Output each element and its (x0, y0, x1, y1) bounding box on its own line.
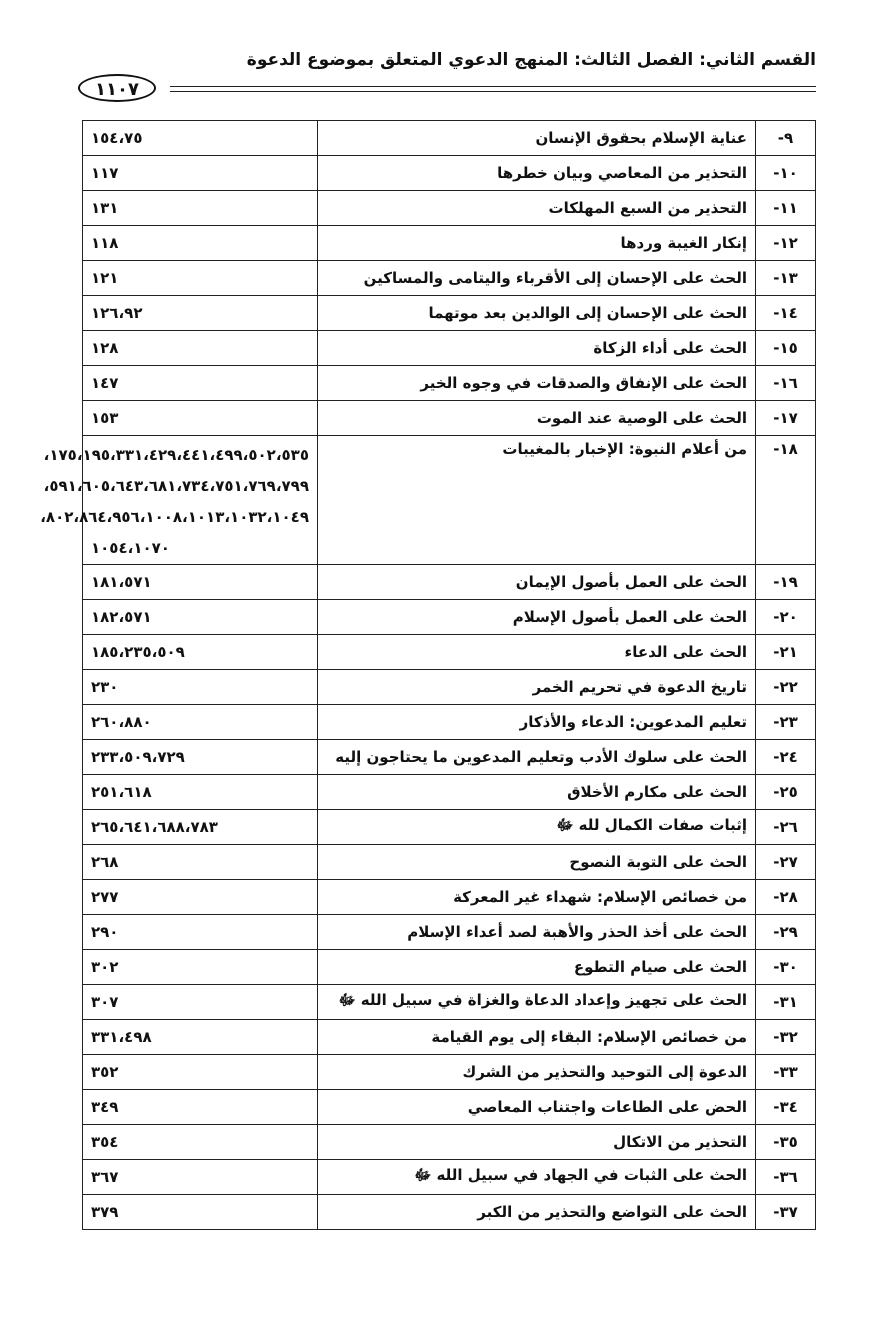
row-title: الحث على الثبات في الجهاد في سبيل الله ﷻ (318, 1160, 756, 1195)
row-number: ١٠- (756, 156, 816, 191)
table-row (83, 156, 816, 191)
row-pages: ٢٥١،٦١٨ (83, 775, 318, 810)
table-row (83, 1055, 816, 1090)
row-title: الحث على التوبة النصوح (318, 845, 756, 880)
row-pages: ٣٥٢ (83, 1055, 318, 1090)
index-table (40, 120, 816, 1230)
table-row (83, 191, 816, 226)
row-number: ٢٤- (756, 740, 816, 775)
row-number: ٢٧- (756, 845, 816, 880)
table-row (83, 810, 816, 845)
row-pages: ١١٨ (83, 226, 318, 261)
index-table-body-top (83, 121, 816, 436)
row-pages: ١٢٦،٩٢ (83, 296, 318, 331)
row-number: ٢٢- (756, 670, 816, 705)
row-number: ١٩- (756, 565, 816, 600)
row-pages: ٣٠٢ (83, 950, 318, 985)
row-title: الحث على الدعاء (318, 635, 756, 670)
row-pages: ٣٠٧ (83, 985, 318, 1020)
row-title: الحث على الإحسان إلى الأقرباء واليتامى والمساكين (318, 261, 756, 296)
row-number: ١٦- (756, 366, 816, 401)
row-pages: ٢٣٠ (83, 670, 318, 705)
row-title: الحث على صيام التطوع (318, 950, 756, 985)
row-title: الحث على العمل بأصول الإسلام (318, 600, 756, 635)
row-pages (40, 436, 318, 565)
row-pages: ١٤٧ (83, 366, 318, 401)
row-number: ٢٨- (756, 880, 816, 915)
row-title: تعليم المدعوين: الدعاء والأذكار (318, 705, 756, 740)
row-title: الحث على الوصية عند الموت (318, 401, 756, 436)
index-table-body-bottom (83, 565, 816, 1230)
row-title: تاريخ الدعوة في تحريم الخمر (318, 670, 756, 705)
table-row (83, 436, 816, 565)
row-title: الحث على الإنفاق والصدقات في وجوه الخير (318, 366, 756, 401)
table-row (83, 1090, 816, 1125)
row-number: ٢٥- (756, 775, 816, 810)
pages-line: ٥٩١،٦٠٥،٦٤٣،٦٨١،٧٣٤،٧٥١،٧٦٩،٧٩٩، (43, 477, 309, 495)
row-number: ٣١- (756, 985, 816, 1020)
table-row (83, 1195, 816, 1230)
row-number: ٩- (756, 121, 816, 156)
row-title: الحث على أداء الزكاة (318, 331, 756, 366)
table-row (83, 705, 816, 740)
row-number: ١٨- (756, 436, 816, 565)
row-title: التحذير من المعاصي وبيان خطرها (318, 156, 756, 191)
row-pages: ١٨٥،٢٣٥،٥٠٩ (83, 635, 318, 670)
table-row (83, 950, 816, 985)
row-number: ٢٦- (756, 810, 816, 845)
table-row (83, 296, 816, 331)
index-table-body-multi (40, 436, 816, 565)
row-number: ١٢- (756, 226, 816, 261)
row-title: الدعوة إلى التوحيد والتحذير من الشرك (318, 1055, 756, 1090)
table-row (83, 635, 816, 670)
row-pages: ٣٧٩ (83, 1195, 318, 1230)
table-row (83, 226, 816, 261)
row-title: الحث على العمل بأصول الإيمان (318, 565, 756, 600)
row-number: ٣٧- (756, 1195, 816, 1230)
row-title: التحذير من السبع المهلكات (318, 191, 756, 226)
row-pages: ١٢٨ (83, 331, 318, 366)
row-pages: ٢٧٧ (83, 880, 318, 915)
row-title: الحث على أخذ الحذر والأهبة لصد أعداء الإسلام (318, 915, 756, 950)
row-title: عناية الإسلام بحقوق الإنسان (318, 121, 756, 156)
row-number: ٣٥- (756, 1125, 816, 1160)
table-row (83, 740, 816, 775)
table-row (83, 880, 816, 915)
row-pages: ٢٦٨ (83, 845, 318, 880)
row-pages: ١٨١،٥٧١ (83, 565, 318, 600)
row-number: ١٥- (756, 331, 816, 366)
table-row (83, 121, 816, 156)
row-number: ١١- (756, 191, 816, 226)
row-pages: ١٨٢،٥٧١ (83, 600, 318, 635)
row-number: ٣٦- (756, 1160, 816, 1195)
row-title: إنكار الغيبة وردها (318, 226, 756, 261)
row-pages: ٣٦٧ (83, 1160, 318, 1195)
row-pages: ٢٦٥،٦٤١،٦٨٨،٧٨٣ (83, 810, 318, 845)
row-title: من خصائص الإسلام: البقاء إلى يوم القيامة (318, 1020, 756, 1055)
row-pages: ١٥٤،٧٥ (83, 121, 318, 156)
row-pages: ١١٧ (83, 156, 318, 191)
pages-line: ١٠٥٤،١٠٧٠ (91, 539, 170, 557)
page-number: ١١٠٧ (78, 74, 156, 102)
row-number: ٣٤- (756, 1090, 816, 1125)
running-header-title: القسم الثاني: الفصل الثالث: المنهج الدعوي المتعلق بموضوع الدعوة (246, 50, 816, 70)
row-title: من أعلام النبوة: الإخبار بالمغيبات (318, 436, 756, 565)
table-row (83, 401, 816, 436)
table-row (83, 1125, 816, 1160)
row-title: إثبات صفات الكمال لله ﷻ (318, 810, 756, 845)
row-pages: ٢٩٠ (83, 915, 318, 950)
row-number: ٢٠- (756, 600, 816, 635)
row-pages: ٣٥٤ (83, 1125, 318, 1160)
row-number: ٣٠- (756, 950, 816, 985)
table-row (83, 670, 816, 705)
header-rule (170, 86, 816, 92)
row-title: الحث على سلوك الأدب وتعليم المدعوين ما يحتاجون إليه (318, 740, 756, 775)
row-pages: ١٢١ (83, 261, 318, 296)
row-title: الحث على تجهيز وإعداد الدعاة والغزاة في سبيل الله ﷻ (318, 985, 756, 1020)
row-title: الحث على التواضع والتحذير من الكبر (318, 1195, 756, 1230)
row-title: الحض على الطاعات واجتناب المعاصي (318, 1090, 756, 1125)
table-row (83, 985, 816, 1020)
row-number: ١٧- (756, 401, 816, 436)
row-pages: ٣٤٩ (83, 1090, 318, 1125)
row-pages: ١٣١ (83, 191, 318, 226)
table-row (83, 565, 816, 600)
table-row (83, 366, 816, 401)
table-row (83, 915, 816, 950)
row-pages: ١٥٣ (83, 401, 318, 436)
row-pages: ٢٦٠،٨٨٠ (83, 705, 318, 740)
table-row (83, 600, 816, 635)
row-number: ٢٣- (756, 705, 816, 740)
row-title: من خصائص الإسلام: شهداء غير المعركة (318, 880, 756, 915)
row-pages: ٢٣٣،٥٠٩،٧٢٩ (83, 740, 318, 775)
table-row (83, 1020, 816, 1055)
table-row (83, 845, 816, 880)
table-row (83, 331, 816, 366)
table-row (83, 261, 816, 296)
pages-line: ١٧٥،١٩٥،٣٣١،٤٢٩،٤٤١،٤٩٩،٥٠٢،٥٣٥، (43, 446, 309, 464)
pages-line: ٨٠٢،٨٦٤،٩٥٦،١٠٠٨،١٠١٣،١٠٣٢،١٠٤٩، (40, 508, 309, 526)
row-title: الحث على مكارم الأخلاق (318, 775, 756, 810)
table-row (83, 775, 816, 810)
row-title: التحذير من الاتكال (318, 1125, 756, 1160)
page-header (66, 50, 816, 110)
row-title: الحث على الإحسان إلى الوالدين بعد موتهما (318, 296, 756, 331)
row-number: ١٤- (756, 296, 816, 331)
row-number: ٣٢- (756, 1020, 816, 1055)
row-pages: ٣٣١،٤٩٨ (83, 1020, 318, 1055)
row-number: ٣٣- (756, 1055, 816, 1090)
table-row (83, 1160, 816, 1195)
row-number: ٢١- (756, 635, 816, 670)
row-number: ١٣- (756, 261, 816, 296)
row-number: ٢٩- (756, 915, 816, 950)
